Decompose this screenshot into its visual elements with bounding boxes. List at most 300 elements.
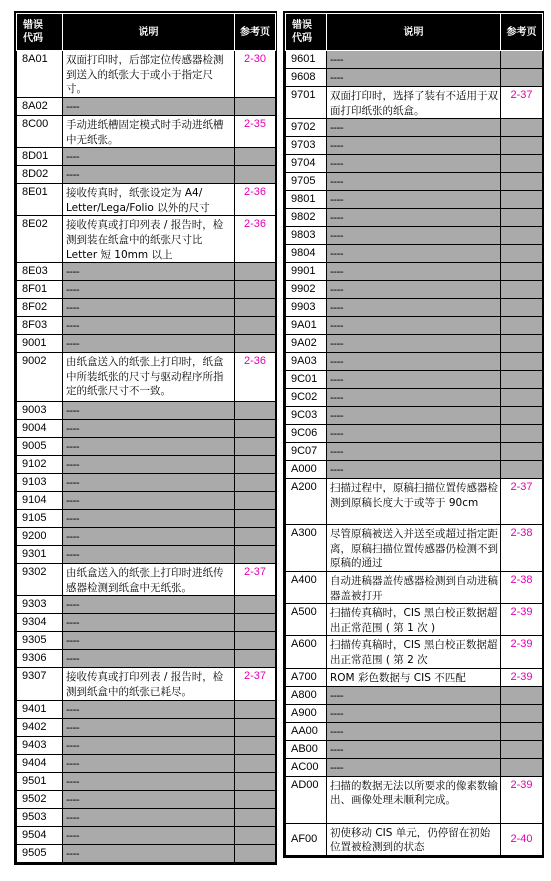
description-cell: 手动进纸槽固定模式时手动进纸槽中无纸张。 bbox=[63, 116, 235, 148]
description-cell: ---- bbox=[63, 546, 235, 564]
description-cell: ---- bbox=[63, 510, 235, 528]
reference-page-cell bbox=[501, 389, 543, 407]
reference-page-cell: 2-39 bbox=[501, 604, 543, 636]
description-cell: ---- bbox=[327, 704, 501, 722]
description-cell: ---- bbox=[327, 353, 501, 371]
description-cell: 接收传真或打印列表 / 报告时，检测到纸盒中的纸张已耗尽。 bbox=[63, 668, 235, 700]
reference-page-cell bbox=[235, 474, 276, 492]
header-reference: 参考页 bbox=[235, 14, 276, 51]
error-code-cell: 9002 bbox=[17, 353, 63, 402]
error-code-cell: 8F01 bbox=[17, 281, 63, 299]
table-row bbox=[17, 808, 276, 826]
description-cell: 初使移动 CIS 单元，仍停留在初始位置被检测到的状态 bbox=[327, 823, 501, 855]
reference-page-cell bbox=[235, 596, 276, 614]
reference-page-cell bbox=[501, 461, 543, 479]
table-row bbox=[286, 281, 543, 299]
description-cell: 自动进稿器盖传感器检测到自动进稿器盖被打开 bbox=[327, 571, 501, 603]
reference-page-cell: 2-39 bbox=[501, 668, 543, 686]
reference-page-cell: 2-36 bbox=[235, 353, 276, 402]
table-row bbox=[286, 758, 543, 776]
reference-page-cell bbox=[501, 173, 543, 191]
reference-page-cell: 2-37 bbox=[235, 668, 276, 700]
table-row bbox=[286, 353, 543, 371]
error-code-cell: 9C01 bbox=[286, 371, 327, 389]
error-code-cell: 9903 bbox=[286, 299, 327, 317]
reference-page-cell bbox=[235, 438, 276, 456]
error-code-cell: 8D02 bbox=[17, 166, 63, 184]
error-code-cell: 9C07 bbox=[286, 443, 327, 461]
reference-page-cell bbox=[501, 281, 543, 299]
table-row bbox=[17, 51, 276, 98]
description-cell: 双面打印时，后部定位传感器检测到送入的纸张大于或小于指定尺寸。 bbox=[63, 51, 235, 98]
error-code-cell: 9401 bbox=[17, 700, 63, 718]
reference-page-cell bbox=[501, 209, 543, 227]
error-code-cell: 9005 bbox=[17, 438, 63, 456]
table-row bbox=[286, 461, 543, 479]
reference-page-cell bbox=[235, 335, 276, 353]
error-code-cell: 9A01 bbox=[286, 317, 327, 335]
description-cell: 扫描过程中，原稿扫描位置传感器检测到原稿长度大于或等于 90cm bbox=[327, 479, 501, 525]
table-row bbox=[17, 668, 276, 700]
error-code-cell: 9701 bbox=[286, 87, 327, 119]
error-code-cell: AC00 bbox=[286, 758, 327, 776]
description-cell: ---- bbox=[63, 335, 235, 353]
description-cell: ---- bbox=[63, 281, 235, 299]
error-code-cell: 8A01 bbox=[17, 51, 63, 98]
description-cell: ---- bbox=[327, 119, 501, 137]
error-code-cell: 9705 bbox=[286, 173, 327, 191]
error-code-cell: 9C02 bbox=[286, 389, 327, 407]
error-code-cell: 9302 bbox=[17, 564, 63, 596]
reference-page-cell: 2-39 bbox=[501, 776, 543, 823]
error-code-cell: A200 bbox=[286, 479, 327, 525]
table-row bbox=[17, 317, 276, 335]
description-cell: ---- bbox=[327, 758, 501, 776]
reference-page-cell bbox=[501, 69, 543, 87]
reference-page-cell bbox=[501, 191, 543, 209]
error-code-cell: 9304 bbox=[17, 614, 63, 632]
description-cell: ---- bbox=[63, 420, 235, 438]
table-row bbox=[286, 87, 543, 119]
reference-page-cell bbox=[501, 137, 543, 155]
table-row bbox=[17, 116, 276, 148]
reference-page-cell bbox=[501, 155, 543, 173]
description-cell: 扫描的数据无法以所要求的像素数输出、画像处理未顺利完成。 bbox=[327, 776, 501, 823]
table-row bbox=[286, 245, 543, 263]
reference-page-cell bbox=[501, 227, 543, 245]
description-cell: 尽管原稿被送入并送至或超过指定距离，原稿扫描位置传感器仍检测不到原稿的通过 bbox=[327, 525, 501, 572]
error-code-cell: 9901 bbox=[286, 263, 327, 281]
reference-page-cell bbox=[235, 790, 276, 808]
error-code-cell: 8F02 bbox=[17, 299, 63, 317]
error-code-cell: 9703 bbox=[286, 137, 327, 155]
reference-page-cell bbox=[235, 456, 276, 474]
table-row bbox=[17, 353, 276, 402]
reference-page-cell bbox=[235, 844, 276, 862]
error-code-cell: 9403 bbox=[17, 736, 63, 754]
error-code-cell: 9001 bbox=[17, 335, 63, 353]
description-cell: ---- bbox=[327, 263, 501, 281]
reference-page-cell bbox=[501, 704, 543, 722]
table-row bbox=[17, 772, 276, 790]
description-cell: 双面打印时，选择了装有不适用于双面打印纸张的纸盒。 bbox=[327, 87, 501, 119]
reference-page-cell: 2-36 bbox=[235, 184, 276, 216]
reference-page-cell bbox=[501, 443, 543, 461]
error-table-left bbox=[14, 11, 277, 865]
table-row bbox=[286, 425, 543, 443]
table-row bbox=[17, 281, 276, 299]
reference-page-cell bbox=[235, 826, 276, 844]
reference-page-cell: 2-37 bbox=[501, 87, 543, 119]
error-code-cell: 9C06 bbox=[286, 425, 327, 443]
description-cell: ---- bbox=[327, 335, 501, 353]
description-cell: ---- bbox=[63, 772, 235, 790]
description-cell: ---- bbox=[63, 614, 235, 632]
description-cell: ---- bbox=[63, 632, 235, 650]
error-code-cell: 9200 bbox=[17, 528, 63, 546]
table-row bbox=[17, 546, 276, 564]
error-code-cell: 8D01 bbox=[17, 148, 63, 166]
error-code-cell: 9307 bbox=[17, 668, 63, 700]
table-row bbox=[286, 173, 543, 191]
error-code-cell: 9306 bbox=[17, 650, 63, 668]
description-cell: ROM 彩色数据与 CIS 不匹配 bbox=[327, 668, 501, 686]
reference-page-cell bbox=[235, 546, 276, 564]
table-row bbox=[17, 844, 276, 862]
description-cell: ---- bbox=[63, 718, 235, 736]
table-row bbox=[17, 335, 276, 353]
reference-page-cell bbox=[235, 718, 276, 736]
reference-page-cell bbox=[235, 700, 276, 718]
table-row bbox=[286, 776, 543, 823]
description-cell: ---- bbox=[327, 155, 501, 173]
description-cell: ---- bbox=[63, 474, 235, 492]
table-row bbox=[286, 119, 543, 137]
error-code-cell: 9802 bbox=[286, 209, 327, 227]
error-code-cell: 8E03 bbox=[17, 263, 63, 281]
header-description: 说明 bbox=[327, 14, 501, 51]
table-row bbox=[286, 604, 543, 636]
reference-page-cell bbox=[235, 808, 276, 826]
table-row bbox=[286, 668, 543, 686]
table-row bbox=[286, 571, 543, 603]
error-code-cell: AA00 bbox=[286, 722, 327, 740]
error-code-cell: 9801 bbox=[286, 191, 327, 209]
table-row bbox=[17, 718, 276, 736]
reference-page-cell bbox=[235, 492, 276, 510]
error-code-cell: A900 bbox=[286, 704, 327, 722]
reference-page-cell bbox=[501, 371, 543, 389]
description-cell: ---- bbox=[327, 137, 501, 155]
table-row bbox=[286, 299, 543, 317]
reference-page-cell bbox=[235, 299, 276, 317]
description-cell: ---- bbox=[327, 245, 501, 263]
description-cell: ---- bbox=[327, 227, 501, 245]
error-code-cell: A000 bbox=[286, 461, 327, 479]
description-cell: ---- bbox=[63, 148, 235, 166]
description-cell: ---- bbox=[327, 461, 501, 479]
table-row bbox=[17, 754, 276, 772]
table-row bbox=[17, 614, 276, 632]
description-cell: ---- bbox=[63, 456, 235, 474]
error-code-cell: A400 bbox=[286, 571, 327, 603]
error-code-cell: 9601 bbox=[286, 51, 327, 69]
table-row bbox=[17, 456, 276, 474]
table-row bbox=[17, 700, 276, 718]
description-cell: ---- bbox=[63, 650, 235, 668]
reference-page-cell bbox=[501, 263, 543, 281]
table-row bbox=[17, 216, 276, 263]
reference-page-cell: 2-36 bbox=[235, 216, 276, 263]
description-cell: ---- bbox=[63, 596, 235, 614]
table-row bbox=[286, 389, 543, 407]
header-reference: 参考页 bbox=[501, 14, 543, 51]
reference-page-cell bbox=[501, 51, 543, 69]
table-row bbox=[17, 166, 276, 184]
error-code-cell: 9A02 bbox=[286, 335, 327, 353]
reference-page-cell bbox=[501, 119, 543, 137]
error-code-cell: 9704 bbox=[286, 155, 327, 173]
description-cell: ---- bbox=[63, 402, 235, 420]
reference-page-cell: 2-38 bbox=[501, 525, 543, 572]
table-row bbox=[17, 492, 276, 510]
description-cell: ---- bbox=[63, 438, 235, 456]
description-cell: 由纸盒送入的纸张上打印时，纸盒中所装纸张的尺寸与驱动程序所指定的纸张尺寸不一致。 bbox=[63, 353, 235, 402]
reference-page-cell bbox=[501, 425, 543, 443]
table-row bbox=[286, 443, 543, 461]
description-cell: ---- bbox=[327, 722, 501, 740]
table-row bbox=[286, 823, 543, 855]
table-row bbox=[17, 736, 276, 754]
description-cell: ---- bbox=[327, 69, 501, 87]
table-row bbox=[286, 636, 543, 668]
reference-page-cell: 2-35 bbox=[235, 116, 276, 148]
reference-page-cell bbox=[235, 98, 276, 116]
table-row bbox=[286, 722, 543, 740]
error-code-cell: 9502 bbox=[17, 790, 63, 808]
error-code-cell: AD00 bbox=[286, 776, 327, 823]
error-code-cell: 9501 bbox=[17, 772, 63, 790]
description-cell: ---- bbox=[63, 808, 235, 826]
error-code-cell: A600 bbox=[286, 636, 327, 668]
reference-page-cell bbox=[235, 148, 276, 166]
description-cell: ---- bbox=[63, 492, 235, 510]
error-code-cell: 9702 bbox=[286, 119, 327, 137]
error-code-cell: A800 bbox=[286, 686, 327, 704]
description-cell: ---- bbox=[63, 790, 235, 808]
table-header bbox=[17, 14, 276, 51]
table-row bbox=[286, 525, 543, 572]
reference-page-cell bbox=[235, 263, 276, 281]
description-cell: 扫描传真稿时，CIS 黑白校正数据超出正常范围 ( 第 2 次 bbox=[327, 636, 501, 668]
description-cell: ---- bbox=[327, 281, 501, 299]
header-code bbox=[286, 14, 327, 51]
description-cell: ---- bbox=[327, 371, 501, 389]
table-row bbox=[286, 335, 543, 353]
error-code-cell: 9301 bbox=[17, 546, 63, 564]
table-row bbox=[286, 686, 543, 704]
table-row bbox=[286, 371, 543, 389]
header-code-label: 错误 代码 bbox=[292, 20, 312, 44]
table-row bbox=[286, 740, 543, 758]
description-cell: ---- bbox=[63, 754, 235, 772]
table-row bbox=[286, 155, 543, 173]
table-row bbox=[17, 402, 276, 420]
error-table-right bbox=[283, 11, 544, 858]
description-cell: 接收传真时，纸张设定为 A4/ Letter/Lega/Folio 以外的尺寸 bbox=[63, 184, 235, 216]
table-row bbox=[286, 704, 543, 722]
reference-page-cell: 2-38 bbox=[501, 571, 543, 603]
table-row bbox=[286, 407, 543, 425]
description-cell: ---- bbox=[63, 98, 235, 116]
table-row bbox=[17, 420, 276, 438]
error-code-cell: 9608 bbox=[286, 69, 327, 87]
reference-page-cell bbox=[235, 614, 276, 632]
description-cell: ---- bbox=[63, 317, 235, 335]
description-cell: ---- bbox=[327, 299, 501, 317]
table-row bbox=[17, 474, 276, 492]
description-cell: ---- bbox=[327, 51, 501, 69]
description-cell: ---- bbox=[327, 191, 501, 209]
table-row bbox=[17, 790, 276, 808]
table-row bbox=[17, 632, 276, 650]
table-row bbox=[17, 98, 276, 116]
table-row bbox=[17, 438, 276, 456]
error-code-cell: 8E01 bbox=[17, 184, 63, 216]
error-code-cell: 9004 bbox=[17, 420, 63, 438]
description-cell: ---- bbox=[327, 407, 501, 425]
reference-page-cell bbox=[501, 335, 543, 353]
description-cell: 由纸盒送入的纸张上打印时进纸传感器检测到纸盒中无纸张。 bbox=[63, 564, 235, 596]
reference-page-cell: 2-37 bbox=[501, 479, 543, 525]
error-code-cell: 8A02 bbox=[17, 98, 63, 116]
table-row bbox=[17, 184, 276, 216]
error-code-cell: 8E02 bbox=[17, 216, 63, 263]
table-row bbox=[17, 564, 276, 596]
table-row bbox=[286, 191, 543, 209]
error-code-cell: 9402 bbox=[17, 718, 63, 736]
reference-page-cell: 2-40 bbox=[501, 823, 543, 855]
reference-page-cell bbox=[235, 402, 276, 420]
reference-page-cell bbox=[501, 758, 543, 776]
reference-page-cell bbox=[235, 736, 276, 754]
table-row bbox=[286, 263, 543, 281]
description-cell: ---- bbox=[327, 389, 501, 407]
error-code-cell: A300 bbox=[286, 525, 327, 572]
reference-page-cell bbox=[501, 353, 543, 371]
description-cell: ---- bbox=[63, 700, 235, 718]
error-code-cell: 9504 bbox=[17, 826, 63, 844]
description-cell: ---- bbox=[63, 528, 235, 546]
description-cell: ---- bbox=[63, 844, 235, 862]
description-cell: ---- bbox=[63, 166, 235, 184]
table-row bbox=[286, 317, 543, 335]
error-code-table-right bbox=[285, 13, 543, 856]
header-description: 说明 bbox=[63, 14, 235, 51]
error-code-cell: 8F03 bbox=[17, 317, 63, 335]
description-cell: ---- bbox=[327, 425, 501, 443]
reference-page-cell bbox=[235, 528, 276, 546]
error-code-cell: 9A03 bbox=[286, 353, 327, 371]
description-cell: ---- bbox=[63, 299, 235, 317]
error-code-cell: 9803 bbox=[286, 227, 327, 245]
error-code-cell: AB00 bbox=[286, 740, 327, 758]
description-cell: 扫描传真稿时，CIS 黑白校正数据超出正常范围 ( 第 1 次 ) bbox=[327, 604, 501, 636]
table-row bbox=[17, 528, 276, 546]
description-cell: ---- bbox=[63, 826, 235, 844]
reference-page-cell bbox=[235, 772, 276, 790]
table-body-right bbox=[286, 51, 543, 856]
table-row bbox=[286, 227, 543, 245]
reference-page-cell bbox=[235, 510, 276, 528]
error-code-cell: 9902 bbox=[286, 281, 327, 299]
description-cell: ---- bbox=[63, 736, 235, 754]
error-code-cell: 9105 bbox=[17, 510, 63, 528]
reference-page-cell: 2-39 bbox=[501, 636, 543, 668]
table-row bbox=[286, 69, 543, 87]
reference-page-cell bbox=[235, 166, 276, 184]
reference-page-cell bbox=[235, 650, 276, 668]
table-row bbox=[17, 650, 276, 668]
reference-page-cell bbox=[235, 632, 276, 650]
description-cell: ---- bbox=[327, 173, 501, 191]
table-row bbox=[286, 479, 543, 525]
error-code-cell: 9102 bbox=[17, 456, 63, 474]
table-row bbox=[17, 596, 276, 614]
reference-page-cell bbox=[235, 754, 276, 772]
description-cell: 接收传真或打印列表 / 报告时，检测到装在纸盒中的纸张尺寸比 Letter 短 10mm 以上 bbox=[63, 216, 235, 263]
table-row bbox=[286, 209, 543, 227]
error-code-cell: 9505 bbox=[17, 844, 63, 862]
error-code-cell: 9104 bbox=[17, 492, 63, 510]
error-code-cell: 9404 bbox=[17, 754, 63, 772]
description-cell: ---- bbox=[327, 209, 501, 227]
table-row bbox=[17, 148, 276, 166]
header-code bbox=[17, 14, 63, 51]
description-cell: ---- bbox=[327, 686, 501, 704]
reference-page-cell bbox=[501, 245, 543, 263]
description-cell: ---- bbox=[327, 740, 501, 758]
description-cell: ---- bbox=[327, 443, 501, 461]
error-code-cell: AF00 bbox=[286, 823, 327, 855]
reference-page-cell bbox=[501, 722, 543, 740]
reference-page-cell: 2-30 bbox=[235, 51, 276, 98]
table-row bbox=[286, 51, 543, 69]
reference-page-cell bbox=[501, 317, 543, 335]
error-code-cell: 9305 bbox=[17, 632, 63, 650]
error-code-cell: 9503 bbox=[17, 808, 63, 826]
table-row bbox=[17, 826, 276, 844]
reference-page-cell bbox=[501, 299, 543, 317]
table-header bbox=[286, 14, 543, 51]
error-code-cell: 9804 bbox=[286, 245, 327, 263]
reference-page-cell: 2-37 bbox=[235, 564, 276, 596]
reference-page-cell bbox=[235, 420, 276, 438]
error-code-cell: 9003 bbox=[17, 402, 63, 420]
error-code-table-left bbox=[16, 13, 276, 863]
error-code-cell: 9C03 bbox=[286, 407, 327, 425]
header-code-label: 错误 代码 bbox=[23, 20, 43, 44]
error-code-cell: 9303 bbox=[17, 596, 63, 614]
error-code-cell: 8C00 bbox=[17, 116, 63, 148]
table-row bbox=[17, 299, 276, 317]
description-cell: ---- bbox=[327, 317, 501, 335]
table-row bbox=[286, 137, 543, 155]
reference-page-cell bbox=[235, 317, 276, 335]
table-row bbox=[17, 263, 276, 281]
error-code-cell: 9103 bbox=[17, 474, 63, 492]
error-code-cell: A700 bbox=[286, 668, 327, 686]
